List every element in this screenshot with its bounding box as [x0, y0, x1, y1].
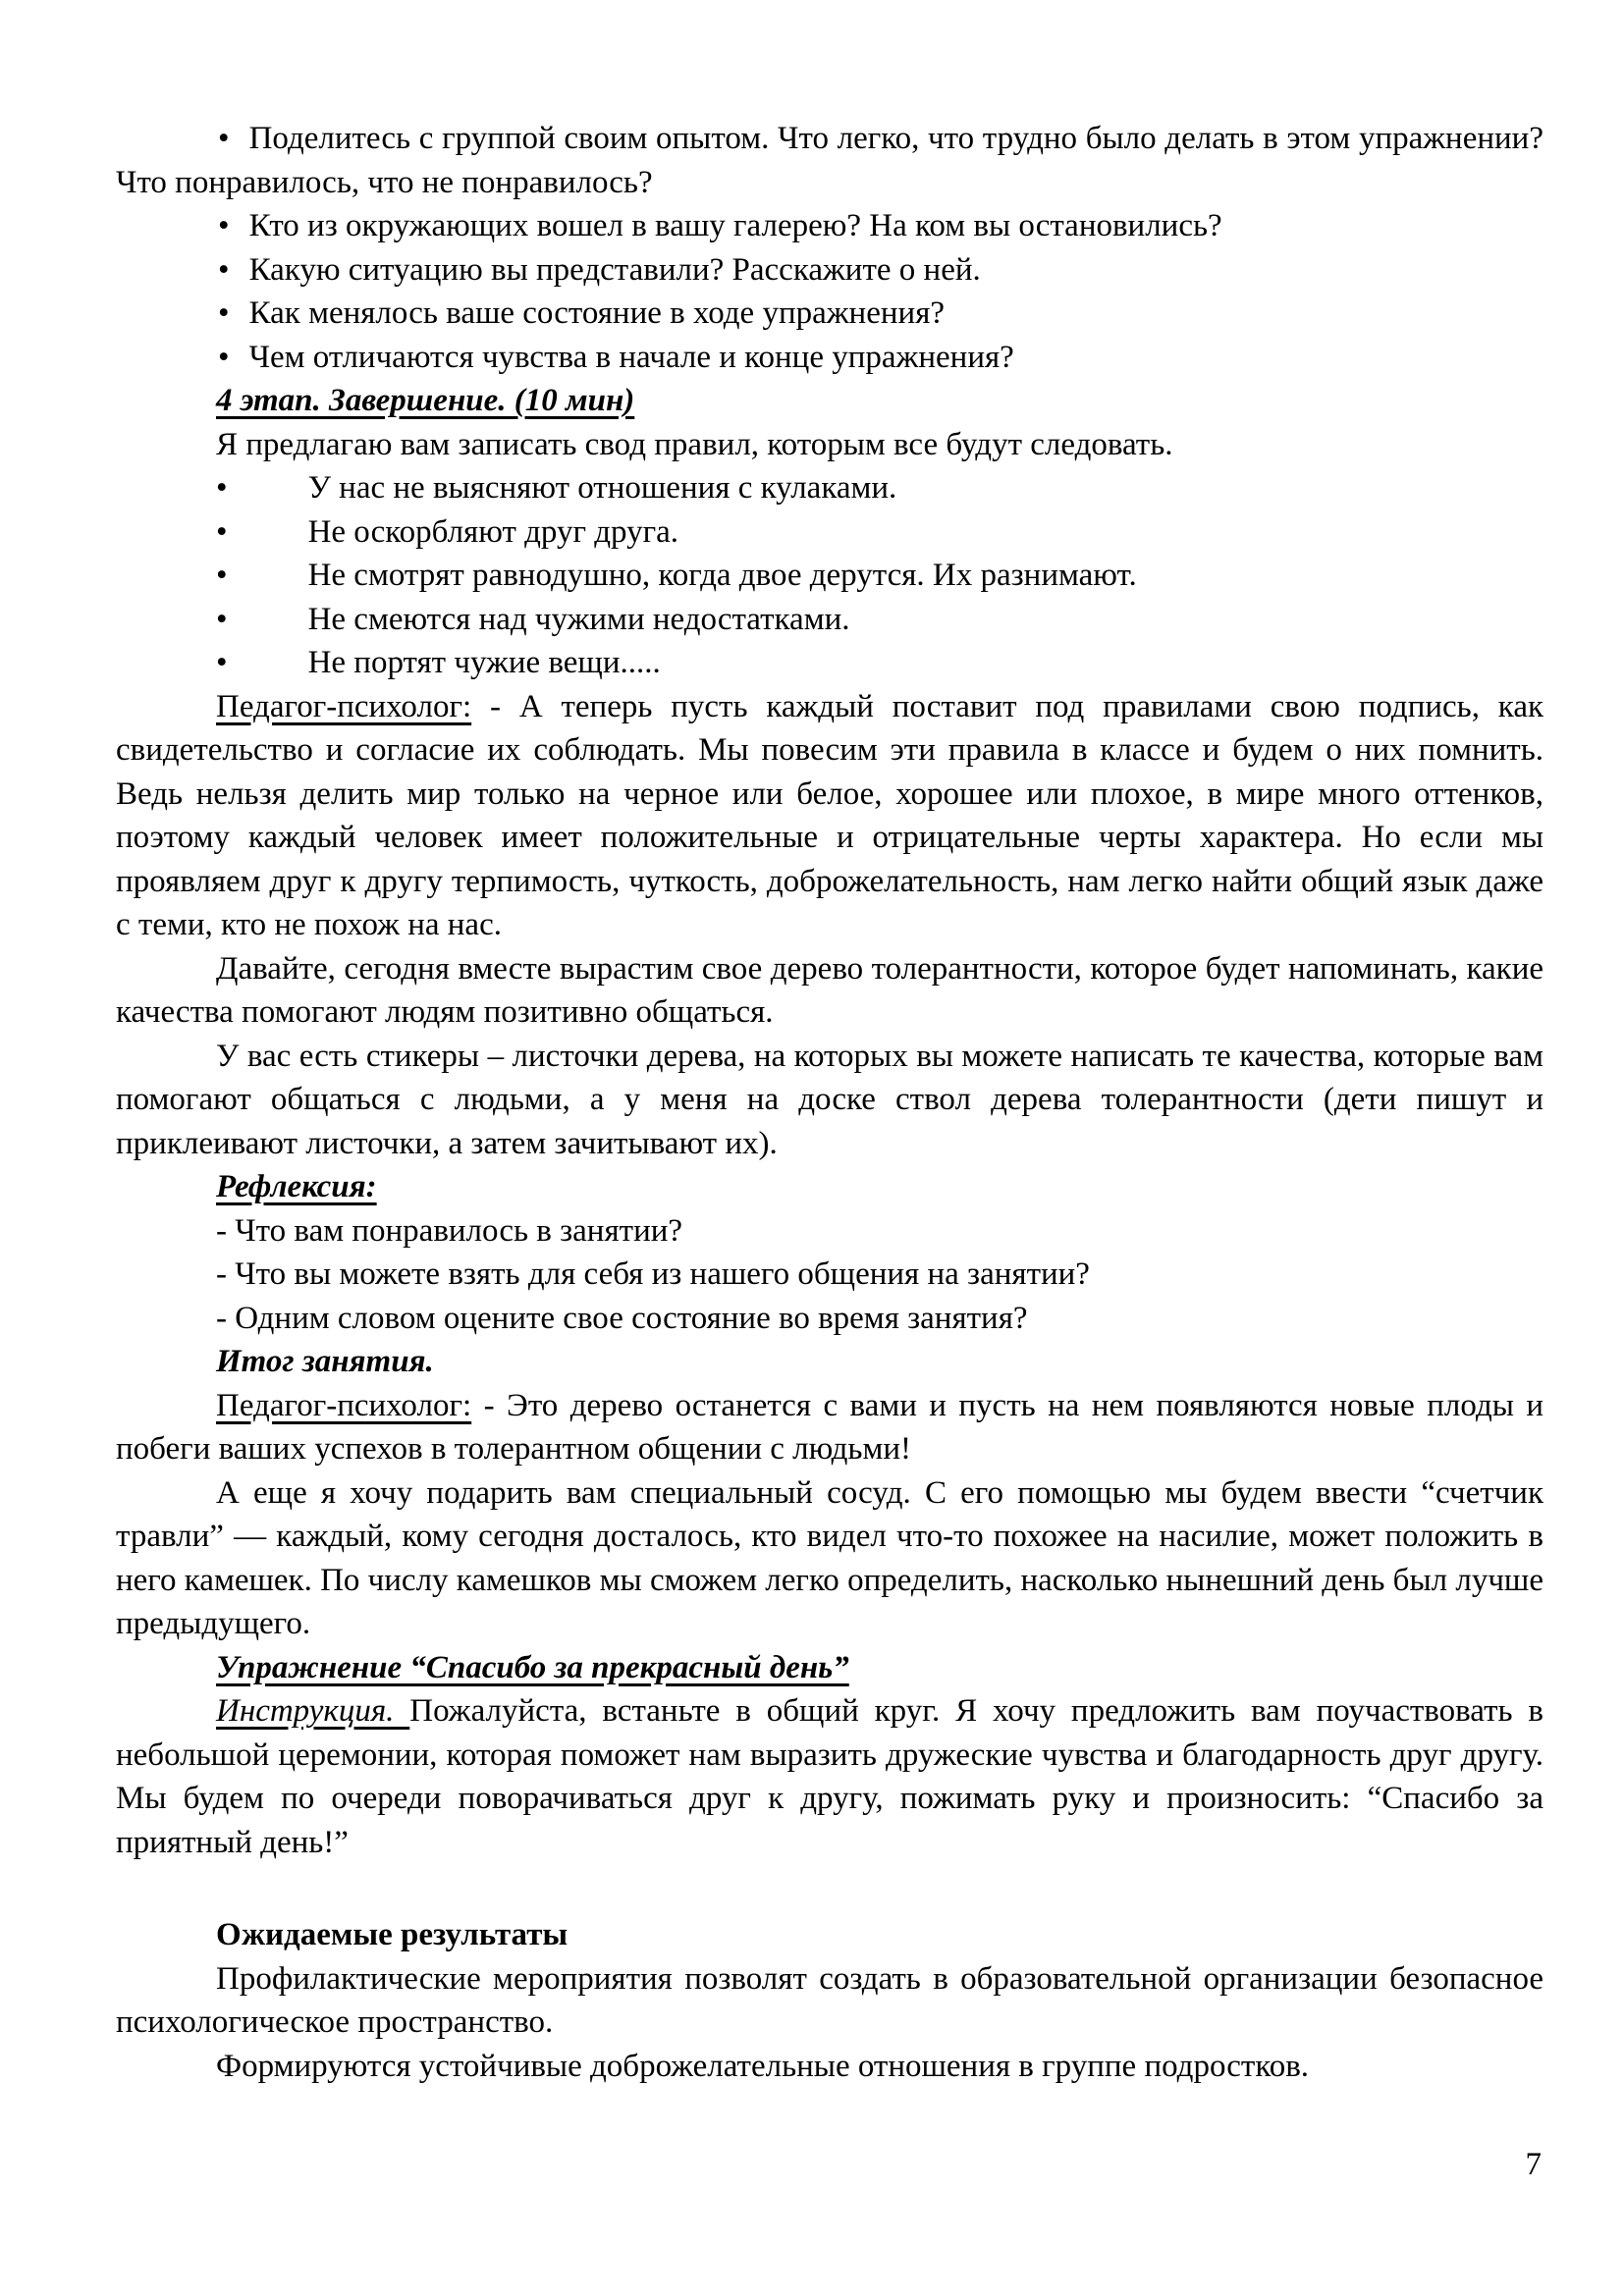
bullet-icon: • [216, 513, 228, 550]
heading-text: Рефлексия: [216, 1169, 377, 1204]
list-item-text: Как менялось ваше состояние в ходе упражнения? [248, 295, 946, 331]
page-number: 7 [1525, 2147, 1542, 2182]
paragraph-expected-results-2 [116, 2045, 1543, 2089]
paragraph-text: Профилактические мероприятия позволят создать в образовательной организации безопасное психологическое пространство. [116, 1960, 1543, 2040]
bullet-icon: • [218, 295, 230, 331]
bullet-icon: • [216, 645, 228, 680]
heading-text: Итог занятия. [216, 1344, 434, 1379]
rule-item [116, 554, 1543, 598]
paragraph-instruction [116, 1689, 1543, 1864]
section-heading-summary [116, 1340, 1543, 1384]
section-heading-expected-results [116, 1913, 1543, 1957]
list-item-text: Поделитесь с группой своим опытом. Что легко, что трудно было делать в этом упражнении? Что понравилось, что не понравилось? [116, 121, 1543, 200]
bullet-icon: • [218, 339, 230, 375]
page-content [116, 117, 1543, 2088]
rule-text: Не портят чужие вещи..... [307, 645, 661, 680]
paragraph-psychologist-1 [116, 685, 1543, 947]
speaker-label: Педагог-психолог: [216, 1387, 472, 1423]
heading-text: 4 этап. Завершение. (10 мин) [216, 383, 635, 418]
bullet-icon: • [216, 558, 228, 593]
rule-item [116, 641, 1543, 685]
blank-line [116, 1864, 1543, 1913]
paragraph-text: Формируются устойчивые доброжелательные отношения в группе подростков. [216, 2048, 1310, 2084]
paragraph-text: Давайте, сегодня вместе вырастим свое дерево толерантности, которое будет напоминать, какие качества помогают людям позитивно общаться. [116, 950, 1543, 1030]
heading-text: Ожидаемые результаты [216, 1917, 568, 1952]
reflection-question [116, 1253, 1543, 1297]
paragraph-text: У вас есть стикеры – листочки дерева, на которых вы можете написать те качества, которые вам помогают общаться с людьми, а у меня на доске ствол дерева толерантности (дети пишут и приклеивают листочки, а затем зачитывают их). [116, 1038, 1543, 1161]
section-heading-reflection [116, 1165, 1543, 1209]
paragraph-text: А еще я хочу подарить вам специальный сосуд. С его помощью мы будем ввести “счетчик травли” — каждый, кому сегодня досталось, кто видел что-то похожее на насилие, может положить в него камешек. По числу камешков мы сможем легко определить, насколько нынешний день был лучше предыдущего. [116, 1474, 1543, 1641]
bullet-icon: • [218, 251, 230, 288]
question-text: - Что вы можете взять для себя из нашего общения на занятии? [216, 1256, 1090, 1292]
section-heading-exercise [116, 1646, 1543, 1690]
list-item-text: Какую ситуацию вы представили? Расскажите о ней. [248, 251, 981, 288]
speech-text: - А теперь пусть каждый поставит под правилами свою подпись, как свидетельство и согласие их соблюдать. Мы повесим эти правила в классе и будем о них помнить. Ведь нельзя делить мир только на черное или белое, хорошее или плохое, в мире много оттенков, поэтому каждый человек имеет положительные и отрицательные черты характера. Но если мы проявляем друг к другу терпимость, чуткость, доброжелательность, нам легко найти общий язык даже с теми, кто не похож на нас. [116, 688, 1543, 942]
rule-text: Не смеются над чужими недостатками. [307, 601, 850, 637]
list-item [116, 336, 1543, 380]
rule-item [116, 598, 1543, 642]
list-item [116, 117, 1543, 204]
instruction-label: Инструкция. [216, 1693, 410, 1729]
list-item [116, 204, 1543, 248]
rule-item [116, 466, 1543, 510]
list-item-text: Кто из окружающих вошел в вашу галерею? На ком вы остановились? [248, 208, 1222, 243]
paragraph-tree [116, 947, 1543, 1035]
list-item [116, 292, 1543, 336]
rule-text: У нас не выясняют отношения с кулаками. [307, 470, 897, 506]
instruction-text: Пожалуйста, встаньте в общий круг. Я хочу предложить вам поучаствовать в небольшой церемонии, которая поможет нам выразить дружеские чувства и благодарность друг другу. Мы будем по очереди поворачиваться друг к другу, пожимать руку и произносить: “Спасибо за приятный день!” [116, 1693, 1544, 1860]
rule-text: Не оскорбляют друг друга. [307, 513, 679, 550]
section-heading-stage4 [116, 379, 1543, 423]
list-item-text: Чем отличаются чувства в начале и конце упражнения? [248, 339, 1014, 375]
paragraph-psychologist-2 [116, 1384, 1543, 1471]
bullet-icon: • [218, 121, 230, 156]
list-item [116, 248, 1543, 293]
question-text: - Одним словом оцените свое состояние во время занятия? [216, 1300, 1028, 1336]
question-text: - Что вам понравилось в занятии? [216, 1212, 683, 1249]
bullet-icon: • [216, 601, 228, 637]
bullet-icon: • [218, 208, 230, 243]
speaker-label: Педагог-психолог: [216, 688, 472, 724]
paragraph-text: Я предлагаю вам записать свод правил, которым все будут следовать. [216, 426, 1173, 462]
reflection-question [116, 1297, 1543, 1341]
bullet-icon: • [216, 470, 228, 506]
paragraph-stickers [116, 1035, 1543, 1166]
speech-text: - Это дерево останется с вами и пусть на нем появляются новые плоды и побеги ваших успехов в толерантном общении с людьми! [116, 1387, 1543, 1467]
heading-text: Упражнение “Спасибо за прекрасный день” [216, 1649, 849, 1685]
paragraph-vessel [116, 1471, 1543, 1646]
paragraph-rules-intro [116, 423, 1543, 467]
reflection-question [116, 1209, 1543, 1254]
rule-item [116, 510, 1543, 555]
rule-text: Не смотрят равнодушно, когда двое дерутся. Их разнимают. [307, 558, 1137, 593]
paragraph-expected-results-1 [116, 1957, 1543, 2045]
